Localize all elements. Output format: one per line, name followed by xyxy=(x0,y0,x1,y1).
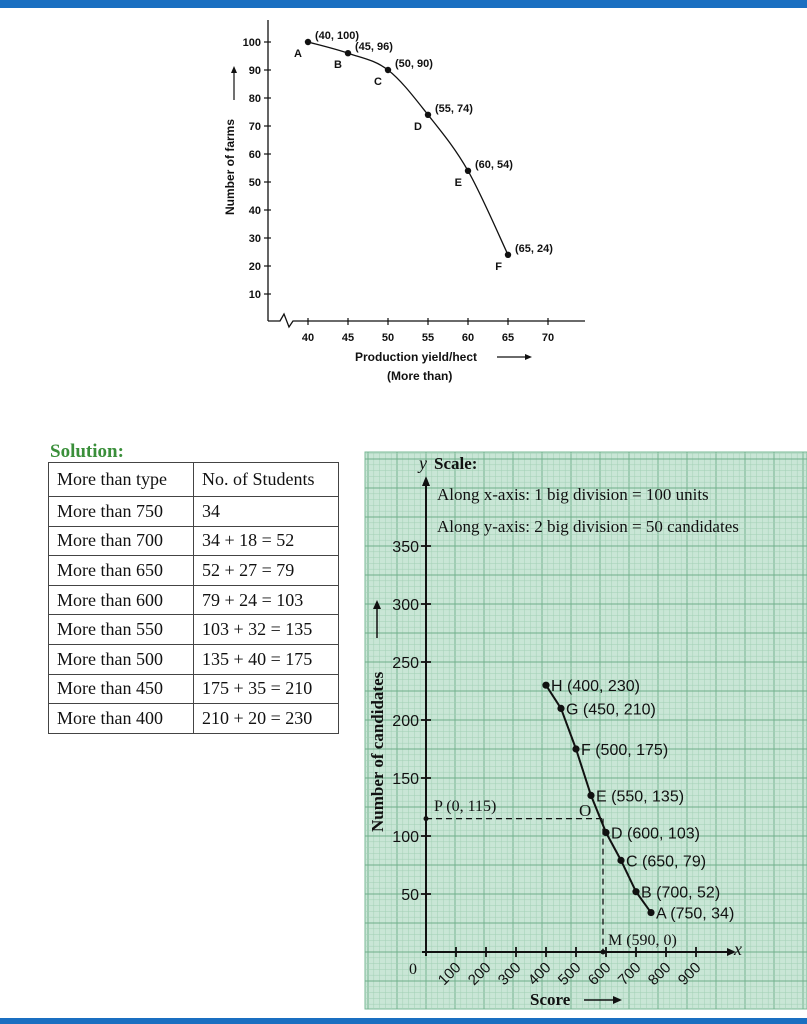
fig2-y-tick-label: 150 xyxy=(392,771,419,788)
fig1-point-letter: B xyxy=(334,59,342,72)
fig2-y-tick-label: 200 xyxy=(392,713,419,730)
fig1-y-tick-label: 50 xyxy=(248,177,261,189)
fig2-y-tick-label: 100 xyxy=(392,829,419,846)
fig1-y-tick-label: 40 xyxy=(248,205,261,217)
fig1-y-axis-label: Number of farms xyxy=(223,118,237,215)
table-cell-type: More than 600 xyxy=(49,585,194,615)
table-cell-type: More than 700 xyxy=(49,526,194,556)
fig2-x-tick-label: 300 xyxy=(494,959,525,989)
fig2-point xyxy=(557,705,564,712)
fig2-point xyxy=(617,857,624,864)
fig2-x-tick-label: 500 xyxy=(554,959,585,989)
fig1-y-tick-label: 10 xyxy=(248,289,261,301)
fig2-point-label: G (450, 210) xyxy=(566,701,656,719)
fig1-point-label: (40, 100) xyxy=(315,30,360,42)
fig2-x-tick-label: 400 xyxy=(524,959,555,989)
fig1-point-letter: E xyxy=(454,176,462,189)
fig2-point xyxy=(602,829,609,836)
fig2-x-tick-label: 200 xyxy=(464,959,495,989)
fig1-point-letter: C xyxy=(374,76,382,88)
fig2-point-label: H (400, 230) xyxy=(551,678,640,696)
scale-title: Scale: xyxy=(434,454,478,473)
fig2-x-axis-letter: x xyxy=(734,939,742,959)
median-point-m-label: M (590, 0) xyxy=(608,932,677,949)
fig1-point-letter: F xyxy=(495,260,502,273)
table-cell-students: 52 + 27 = 79 xyxy=(194,556,339,586)
fig2-x-tick-label: 900 xyxy=(674,959,705,989)
table-cell-type: More than 550 xyxy=(49,615,194,645)
table-cell-students: 103 + 32 = 135 xyxy=(194,615,339,645)
fig2-point-label: C (650, 79) xyxy=(626,853,707,871)
fig1-point-label: (50, 90) xyxy=(395,58,433,70)
fig2-origin-label: 0 xyxy=(409,961,417,978)
fig1-point-letter: A xyxy=(294,48,302,60)
median-point-p-label: P (0, 115) xyxy=(434,798,497,815)
fig2-y-axis-label: Number of candidates xyxy=(368,671,387,832)
table-cell-students: 175 + 35 = 210 xyxy=(194,674,339,704)
fig1-x-tick-label: 70 xyxy=(541,332,555,344)
fig2-point xyxy=(587,792,594,799)
fig2-point xyxy=(647,909,654,916)
fig1-y-tick-label: 100 xyxy=(242,37,261,49)
fig2-point-label: A (750, 34) xyxy=(656,905,735,923)
fig1-y-tick-label: 70 xyxy=(248,121,261,133)
fig1-x-tick-label: 50 xyxy=(381,332,395,344)
fig1-y-tick-label: 80 xyxy=(248,93,261,105)
fig1-y-tick-label: 60 xyxy=(248,149,261,161)
median-point-m xyxy=(601,950,606,955)
fig1-point-letter: D xyxy=(414,120,422,133)
fig2-point xyxy=(542,682,549,689)
fig1-x-tick-label: 55 xyxy=(421,332,435,344)
fig2-point-label: F (500, 175) xyxy=(581,742,669,759)
fig1-x-tick-label: 45 xyxy=(341,332,355,344)
fig2-y-tick-label: 350 xyxy=(392,539,419,556)
fig2-point xyxy=(572,745,579,752)
table-cell-students: 79 + 24 = 103 xyxy=(194,585,339,615)
fig1-y-tick-label: 30 xyxy=(248,233,261,245)
fig1-y-tick-label: 20 xyxy=(248,261,261,273)
fig2-point xyxy=(632,888,639,895)
table-cell-type: More than 450 xyxy=(49,674,194,704)
bottom-bar xyxy=(0,1018,807,1024)
table-cell-type: More than 650 xyxy=(49,556,194,586)
table-header-more-than-type: More than type xyxy=(49,463,194,497)
fig1-x-tick-label: 60 xyxy=(461,332,475,344)
fig2-x-tick-label: 600 xyxy=(584,959,615,989)
fig1-x-tick-label: 40 xyxy=(301,332,315,344)
table-cell-students: 34 xyxy=(194,497,339,527)
fig2-y-tick-label: 50 xyxy=(401,887,419,904)
median-point-p xyxy=(424,816,429,821)
fig2-y-tick-label: 300 xyxy=(392,597,419,614)
fig2-point-label: B (700, 52) xyxy=(641,884,721,902)
fig2-y-axis-letter: y xyxy=(419,453,427,473)
scale-y-axis-note: Along y-axis: 2 big division = 50 candidates xyxy=(437,517,739,536)
fig2-x-tick-label: 700 xyxy=(614,959,645,989)
table-cell-students: 34 + 18 = 52 xyxy=(194,526,339,556)
table-cell-students: 210 + 20 = 230 xyxy=(194,704,339,734)
table-cell-type: More than 750 xyxy=(49,497,194,527)
fig2-point-label: D (600, 103) xyxy=(611,825,700,843)
fig1-point-label: (45, 96) xyxy=(355,41,393,54)
fig1-point-label: (65, 24) xyxy=(515,242,553,255)
fig2-x-axis-label: Score xyxy=(530,990,571,1009)
fig2-point-label: E (550, 135) xyxy=(596,788,685,806)
table-header-no-of-students: No. of Students xyxy=(194,463,339,497)
fig2-x-tick-label: 100 xyxy=(434,959,465,989)
table-cell-type: More than 400 xyxy=(49,704,194,734)
fig1-x-axis-label: Production yield/hect xyxy=(355,350,478,364)
fig1-point-label: (55, 74) xyxy=(435,102,473,115)
fig2-y-tick-label: 250 xyxy=(392,655,419,672)
fig1-point-label: (60, 54) xyxy=(475,158,513,171)
scale-x-axis-note: Along x-axis: 1 big division = 100 units xyxy=(437,485,709,504)
intersection-o-label: O xyxy=(579,801,592,820)
fig2-x-tick-label: 800 xyxy=(644,959,675,989)
fig1-y-tick-label: 90 xyxy=(248,65,261,77)
fig1-x-axis-sublabel: (More than) xyxy=(387,369,453,383)
table-cell-type: More than 500 xyxy=(49,644,194,674)
fig1-x-tick-label: 65 xyxy=(501,332,515,344)
table-cell-students: 135 + 40 = 175 xyxy=(194,644,339,674)
solution-title: Solution: xyxy=(50,441,124,462)
